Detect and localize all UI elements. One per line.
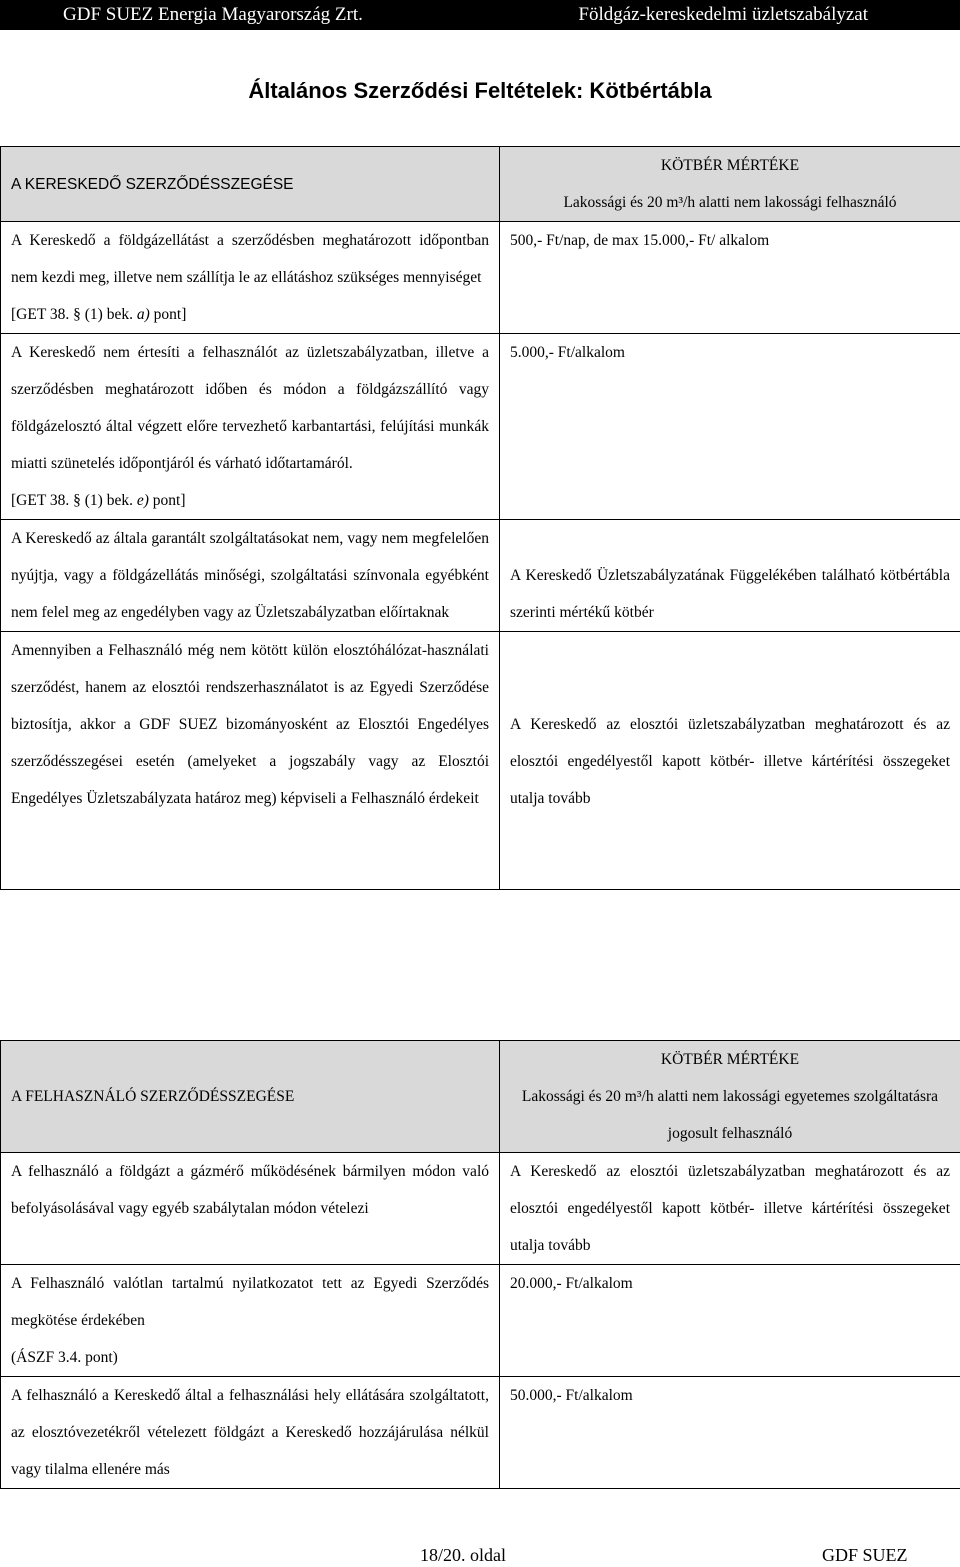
breach-cell xyxy=(1,632,500,890)
penalty-subheading: Lakossági és 20 m³/h alatti nem lakossági egyetemes szolgáltatásra jogosult felhasználó xyxy=(521,1088,939,1142)
breach-cell xyxy=(1,222,500,334)
penalty-cell xyxy=(500,520,960,632)
penalty-subheading: Lakossági és 20 m³/h alatti nem lakossági felhasználó xyxy=(563,194,897,211)
table-row xyxy=(1,222,960,334)
breach-cell xyxy=(1,1153,500,1265)
penalty-cell: 50.000,- Ft/alkalom xyxy=(500,1377,960,1489)
breach-cell xyxy=(1,1377,500,1489)
table-header-breach: A KERESKEDŐ SZERZŐDÉSSZEGÉSE xyxy=(1,147,500,222)
breach-cell xyxy=(1,334,500,520)
breach-text: A felhasználó a Kereskedő által a felhasználási hely ellátására szolgáltatott, az elosztóvezetékről vételezett földgázt a Kereskedő hozzájárulása nélkül vagy tilalma ellenére más xyxy=(11,1387,489,1478)
table-row xyxy=(1,334,960,520)
footer-company: GDF SUEZ xyxy=(822,1545,908,1565)
breach-reference: (ÁSZF 3.4. pont) xyxy=(11,1349,118,1366)
penalty-text: A Kereskedő az elosztói üzletszabályzatban meghatározott és az elosztói engedélyestől kapott kötbér- illetve kártérítési összegeket utalja tovább xyxy=(510,1163,950,1254)
page-header xyxy=(0,0,960,30)
breach-text: A felhasználó a földgázt a gázmérő működésének bármilyen módon való befolyásolásával vagy egyéb szabálytalan módon vételezi xyxy=(11,1163,489,1217)
merchant-breach-table xyxy=(0,146,960,890)
breach-text: A Kereskedő nem értesíti a felhasználót az üzletszabályzatban, illetve a szerződésben meghatározott időben és módon a földgázszállító vagy földgázelosztó által végzett előre tervezhető karbantartási, felújítási munkák miatti szünetelés időpontjáról és várható időtartamáról. xyxy=(11,344,489,472)
page-number: 18/20. oldal xyxy=(420,1545,506,1565)
document-title: Általános Szerződési Feltételek: Kötbértábla xyxy=(248,78,712,103)
table-row xyxy=(1,520,960,632)
table-header-breach: A FELHASZNÁLÓ SZERZŐDÉSSZEGÉSE xyxy=(1,1041,500,1153)
breach-cell xyxy=(1,1265,500,1377)
table-row xyxy=(1,632,960,890)
breach-text: Amennyiben a Felhasználó még nem kötött külön elosztóhálózat-használati szerződést, hanem az elosztói rendszerhasználatot is az Egyedi Szerződése biztosítja, akkor a GDF SUEZ bizományosként az Elosztói Engedélyes szerződésszegései esetén (amelyeket a jogszabály vagy az Elosztói Engedélyes Üzletszabályzata határoz meg) képviseli a Felhasználó érdekeit xyxy=(11,642,489,807)
penalty-cell: 500,- Ft/nap, de max 15.000,- Ft/ alkalom xyxy=(500,222,960,334)
breach-reference: [GET 38. § (1) bek. a) pont] xyxy=(11,306,187,323)
table-header-penalty xyxy=(500,147,960,222)
breach-cell xyxy=(1,520,500,632)
penalty-heading: KÖTBÉR MÉRTÉKE xyxy=(660,1051,800,1068)
table-row xyxy=(1,1377,960,1489)
penalty-cell: 5.000,- Ft/alkalom xyxy=(500,334,960,520)
penalty-text: A Kereskedő Üzletszabályzatának Függelékében található kötbértábla szerinti mértékű kötbér xyxy=(510,567,950,621)
header-document: Földgáz-kereskedelmi üzletszabályzat xyxy=(578,4,868,25)
penalty-heading: KÖTBÉR MÉRTÉKE xyxy=(660,157,800,174)
header-company: GDF SUEZ Energia Magyarország Zrt. xyxy=(63,4,363,25)
penalty-text: A Kereskedő az elosztói üzletszabályzatban meghatározott és az elosztói engedélyestől kapott kötbér- illetve kártérítési összegeket utalja tovább xyxy=(510,716,950,807)
table-row xyxy=(1,1153,960,1265)
table-header-penalty xyxy=(500,1041,960,1153)
customer-breach-table xyxy=(0,1040,960,1489)
breach-text: A Felhasználó valótlan tartalmú nyilatkozatot tett az Egyedi Szerződés megkötése érdekében xyxy=(11,1275,489,1329)
penalty-cell xyxy=(500,632,960,890)
penalty-cell: 20.000,- Ft/alkalom xyxy=(500,1265,960,1377)
table-row xyxy=(1,1265,960,1377)
breach-text: A Kereskedő a földgázellátást a szerződésben meghatározott időpontban nem kezdi meg, illetve nem szállítja le az ellátáshoz szükséges mennyiséget xyxy=(11,232,489,286)
breach-text: A Kereskedő az általa garantált szolgáltatásokat nem, vagy nem megfelelően nyújtja, vagy a földgázellátás minőségi, szolgáltatási színvonala egyébként nem felel meg az engedélyben vagy az Üzletszabályzatban előírtaknak xyxy=(11,530,489,621)
table-header-row xyxy=(1,1041,960,1153)
breach-reference: [GET 38. § (1) bek. e) pont] xyxy=(11,492,186,509)
penalty-cell xyxy=(500,1153,960,1265)
table-header-row xyxy=(1,147,960,222)
